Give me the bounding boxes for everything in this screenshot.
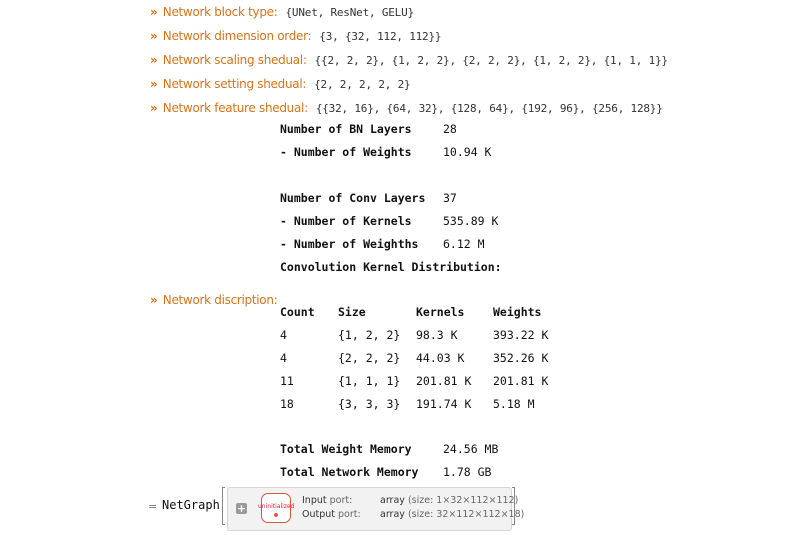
output-port-value: array (size: 32×112×112×18)	[380, 509, 525, 520]
netgraph-summary-box[interactable]	[227, 487, 525, 531]
option-value: {{2, 2, 2}, {1, 2, 2}, {2, 2, 2}, {1, 2, 2}, {1, 1, 1}}	[314, 54, 668, 67]
expand-chevron-icon[interactable]: »	[150, 5, 158, 19]
netgraph-label: NetGraph	[162, 498, 220, 512]
expand-chevron-icon[interactable]: »	[150, 53, 158, 67]
option-row-block-type	[150, 4, 414, 21]
uninitialized-node-icon[interactable]	[258, 493, 295, 523]
network-description: Number of BN Layers 28 - Number of Weights 10.94 K Number of Conv Layers 37 - Number of Kernels 535.89 K - Number of Weighths 6.12 M Convolution Kernel Distribution: Count Size Kernels Weights 4 {1, 2, 2} 98.3 K 393.22 K 4 {2, 2, 2} 44.03 K 352.26 K 11 {1, 1, 1} 201.81 K 201.81 K 18 {3, 3, 3} 191.74 K 5.18 M Total Weight Memory 24.56 MB Total Network Memory 1.78 GB	[280, 122, 549, 479]
option-label: Network scaling shedual:	[162, 53, 307, 67]
option-row-discription	[150, 292, 277, 308]
option-value: {{32, 16}, {64, 32}, {128, 64}, {192, 96}, {256, 128}}	[315, 102, 663, 115]
option-value: {3, {32, 112, 112}}	[319, 30, 442, 43]
netgraph-bracket-left	[222, 487, 225, 525]
option-value: {UNet, ResNet, GELU}	[285, 6, 414, 19]
option-row-dimension-order	[150, 28, 441, 45]
option-label: Network dimension order:	[162, 29, 312, 43]
kernel-distribution-title: Convolution Kernel Distribution:	[280, 260, 502, 274]
option-label: Network setting shedual:	[162, 77, 307, 91]
option-label: Network feature shedual:	[162, 101, 308, 115]
option-value: {2, 2, 2, 2, 2}	[314, 78, 411, 91]
option-row-setting-shedual	[150, 76, 410, 93]
input-port-label: Input port:	[302, 495, 353, 506]
option-row-scaling-shedual	[150, 52, 668, 69]
netgraph-bracket-right	[512, 487, 515, 525]
option-label: Network block type:	[162, 5, 278, 19]
node-port-dot-icon	[274, 513, 278, 517]
output-equals: =	[148, 500, 158, 513]
input-port-value: array (size: 1×32×112×112)	[380, 495, 519, 506]
expand-plus-icon[interactable]: +	[236, 502, 247, 515]
option-row-feature-shedual	[150, 100, 663, 117]
output-port-label: Output port:	[302, 509, 361, 520]
option-label: Network discription:	[162, 293, 278, 307]
expand-chevron-icon[interactable]: »	[150, 29, 158, 43]
expand-chevron-icon[interactable]: »	[150, 101, 158, 115]
expand-chevron-icon[interactable]: »	[150, 293, 158, 307]
expand-chevron-icon[interactable]: »	[150, 77, 158, 91]
node-status-label: uninitialized	[258, 503, 295, 510]
